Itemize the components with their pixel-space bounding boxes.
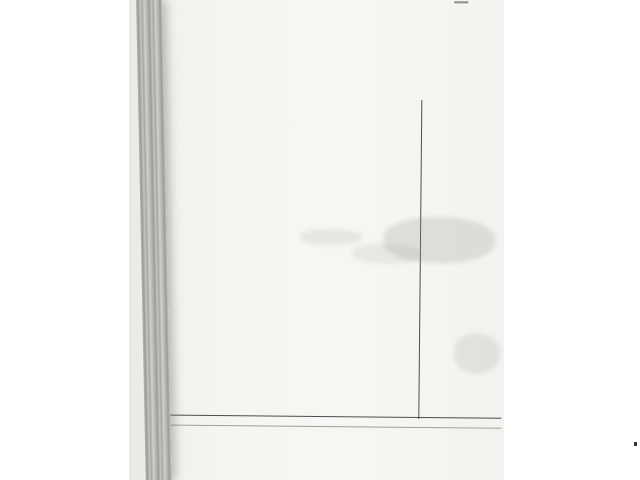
bleedthrough-smudge (352, 243, 422, 264)
vehicle-value-cells (244, 111, 414, 113)
document-content (129, 0, 504, 480)
bleedthrough-smudge (454, 333, 500, 373)
bottom-rule-light (148, 424, 501, 428)
top-notes-block (129, 0, 504, 3)
scan-artifact-fragment (454, 1, 468, 3)
scanned-document-page (129, 0, 504, 480)
footnotes-block (129, 0, 504, 3)
bleedthrough-smudge (300, 229, 362, 246)
bottom-rule-dark (148, 414, 501, 418)
dimensions-section (129, 0, 504, 3)
vehicle-characteristics-section (129, 0, 504, 3)
weights-notes-column (129, 0, 504, 3)
bodywork-characteristics-section (129, 0, 504, 3)
scan-artifact-speck (634, 442, 637, 446)
